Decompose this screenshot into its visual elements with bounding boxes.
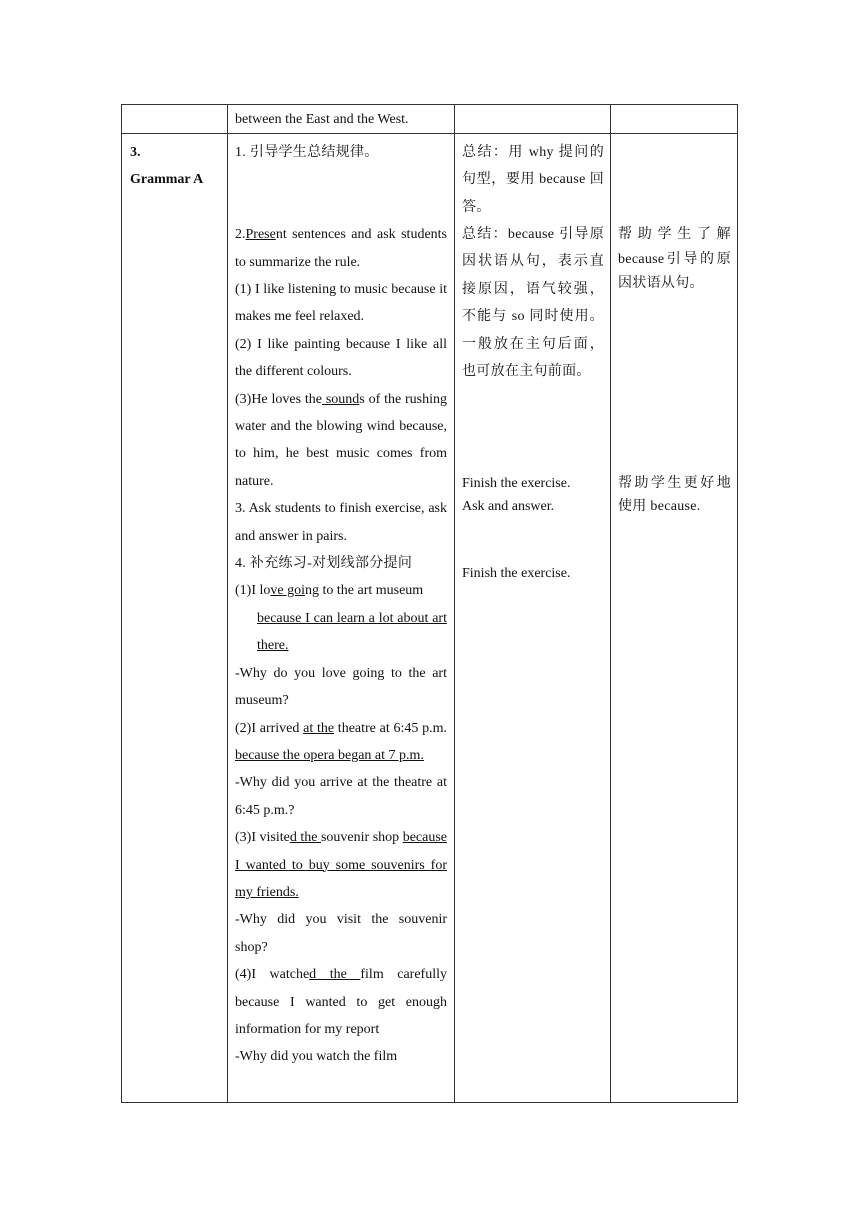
q1-underlined-1: ve goi [270, 583, 305, 599]
q1-part-b: ng to the art museum [305, 583, 424, 599]
question-2 [235, 715, 447, 770]
q2-underlined-2: because the opera began at 7 p.m. [235, 747, 424, 763]
top-row-text: between the East and the West. [235, 112, 409, 127]
question-4 [235, 961, 447, 1043]
row-divider [122, 133, 737, 134]
student-finish-exercise: Finish the exercise. [462, 476, 571, 491]
ex3-part-b: s of the rushing water and the blowing wind because, to him, he best music comes from nature. [235, 391, 448, 489]
ex3-part-a: (3)He loves the [235, 391, 322, 407]
teacher-activity-cell [235, 139, 447, 1071]
q2-underlined-1: at the [303, 720, 335, 736]
q3-part-a: (3)I visite [235, 830, 290, 846]
teacher-item-2 [235, 221, 447, 276]
purpose-2: 帮助学生更好地使用 because. [618, 476, 731, 514]
example-sentence-2: (2) I like painting because I like all the different colours. [235, 336, 447, 380]
student-exercise-block [462, 473, 604, 518]
answer-1: -Why do you love going to the art museum? [235, 665, 447, 709]
purpose-1: 帮助学生了解 because引导的原因状语从句。 [618, 227, 731, 291]
teacher-item-3: 3. Ask students to finish exercise, ask and answer in pairs. [235, 501, 447, 544]
q4-part-b: film carefully because I wanted to get enough information for my report [235, 967, 447, 1037]
ex3-underlined: sound [321, 391, 360, 407]
column-divider [610, 105, 611, 1102]
q3-underlined-1: d the [289, 830, 321, 846]
q4-underlined-1: d the [309, 967, 361, 983]
question-3 [235, 824, 447, 906]
student-summary-2: 总结：because 引导原因状语从句，表示直接原因，语气较强，不能与 so 同时使用。一般放在主句后面，也可放在主句前面。 [462, 227, 604, 380]
student-finish-exercise-2: Finish the exercise. [462, 566, 571, 581]
student-ask-answer: Ask and answer. [462, 498, 555, 514]
q1-part-a: (1)I lo [235, 583, 271, 599]
q4-part-a: (4)I watche [235, 967, 310, 983]
q3-part-b: souvenir shop [320, 830, 403, 846]
example-sentence-3 [235, 386, 447, 496]
step-name: Grammar A [130, 172, 204, 188]
item-2-rest: nt sentences and ask students to summarize the rule. [235, 227, 447, 270]
example-sentence-1: (1) I like listening to music because it makes me feel relaxed. [235, 282, 447, 325]
answer-3: -Why did you visit the souvenir shop? [235, 912, 447, 955]
student-summary-1: 总结：用 why 提问的句型，要用 because 回答。 [462, 145, 604, 215]
answer-4: -Why did you watch the film [235, 1049, 398, 1065]
q1-underlined-2: because I can learn a lot about art there. [257, 610, 447, 654]
step-number: 3. [130, 145, 141, 160]
q2-part-a: (2)I arrived [235, 720, 304, 736]
teacher-item-4: 4. 补充练习-对划线部分提问 [235, 556, 413, 572]
step-cell [130, 139, 222, 194]
answer-2: -Why did you arrive at the theatre at 6:45 p.m.? [235, 775, 447, 818]
question-1 [235, 577, 447, 659]
item-2-underlined: Prese [245, 227, 276, 243]
column-divider [454, 105, 455, 1102]
q3-underlined-2: because I wanted to buy some souvenirs for my friends. [235, 830, 447, 900]
item-2-prefix: 2. [235, 227, 246, 243]
column-divider [227, 105, 228, 1102]
q2-part-b: theatre at 6:45 p.m. [334, 720, 447, 736]
teacher-item-1: 1. 引导学生总结规律。 [235, 145, 379, 160]
lesson-plan-table [121, 104, 738, 1103]
